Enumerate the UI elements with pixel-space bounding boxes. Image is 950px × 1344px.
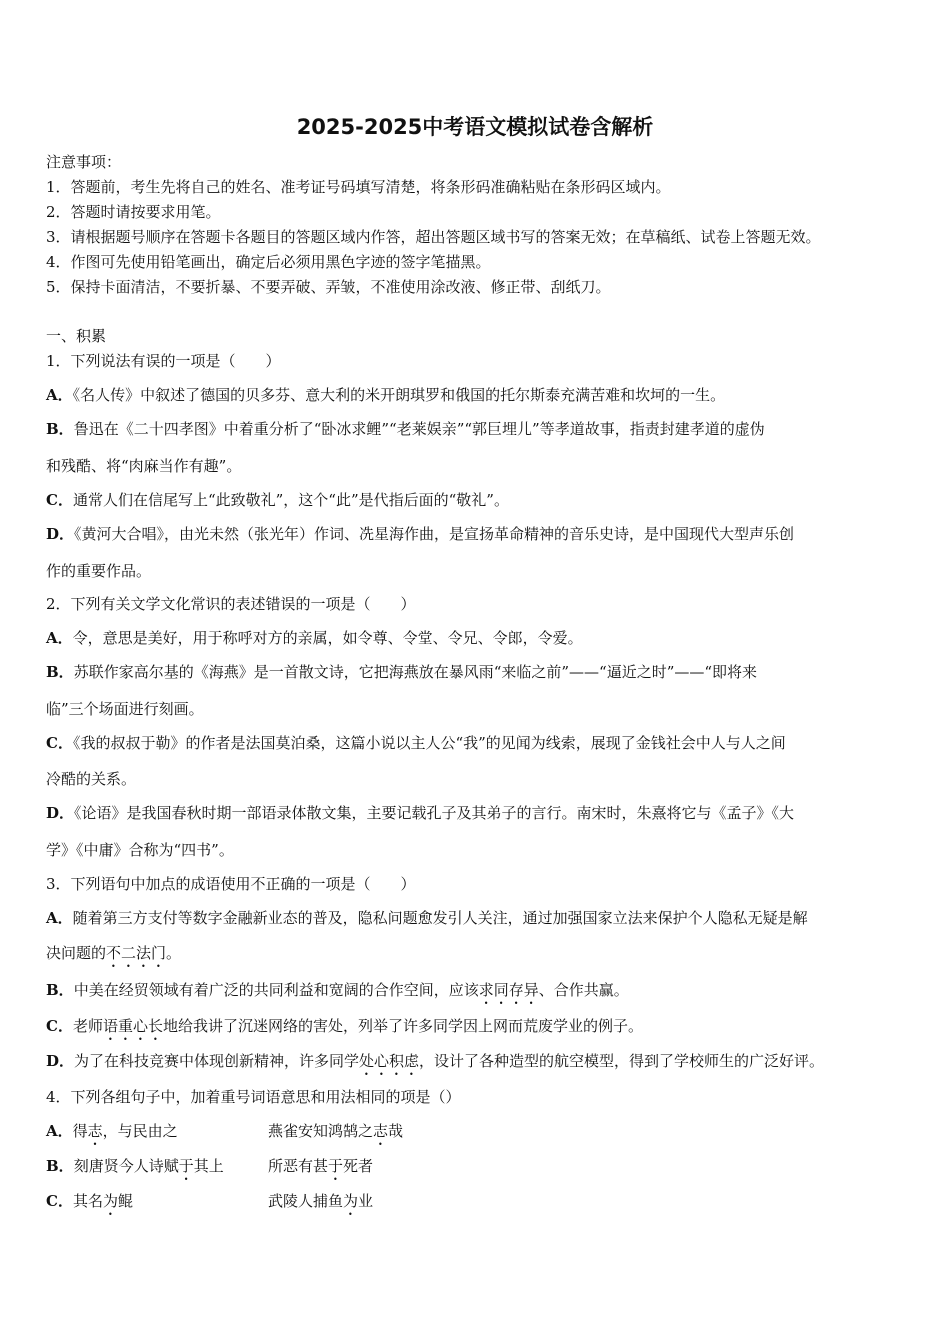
q1-option-a[interactable] bbox=[46, 385, 725, 405]
emphasized-word: 为 bbox=[343, 1192, 359, 1210]
emphasized-word: 于 bbox=[328, 1157, 344, 1175]
emphasized-idiom: 求同存异 bbox=[478, 981, 539, 999]
option-label: B． bbox=[46, 1157, 74, 1175]
emphasized-word: 志 bbox=[87, 1122, 103, 1140]
q1-option-b[interactable] bbox=[46, 419, 765, 439]
option-text: 业 bbox=[358, 1192, 374, 1210]
option-right-sentence bbox=[268, 1191, 373, 1219]
q3-option-b[interactable] bbox=[46, 980, 629, 1008]
option-text: 其上 bbox=[193, 1157, 224, 1175]
option-text: 其名 bbox=[72, 1192, 103, 1210]
q2-option-b[interactable] bbox=[46, 662, 757, 682]
option-text: 哉 bbox=[388, 1122, 404, 1140]
option-text: 所恶有甚 bbox=[268, 1157, 329, 1175]
notice-item-1: 1．答题前，考生先将自己的姓名、准考证号码填写清楚，将条形码准确粘贴在条形码区域内。 bbox=[46, 178, 671, 196]
q2-stem: 2．下列有关文学文化常识的表述错误的一项是（ ） bbox=[46, 595, 416, 613]
option-text: 鲲 bbox=[117, 1192, 133, 1210]
option-text: 随着第三方支付等数字金融新业态的普及，隐私问题愈发引人关注，通过加强国家立法来保护个人隐私无疑是解 bbox=[72, 909, 808, 927]
option-right-sentence bbox=[268, 1156, 373, 1184]
option-text: 刻唐贤今人诗赋 bbox=[73, 1157, 179, 1175]
q3-option-d[interactable] bbox=[46, 1051, 824, 1079]
option-label: B． bbox=[46, 981, 74, 999]
q3-option-c[interactable] bbox=[46, 1016, 643, 1044]
emphasized-idiom: 不二法门 bbox=[106, 944, 167, 962]
option-label: C． bbox=[46, 1192, 73, 1210]
option-text: 武陵人捕鱼 bbox=[268, 1192, 344, 1210]
notice-heading: 注意事项： bbox=[46, 153, 122, 171]
q1-stem: 1．下列说法有误的一项是（ ） bbox=[46, 352, 281, 370]
emphasized-idiom: 处心积虑 bbox=[359, 1052, 420, 1070]
notice-item-4: 4．作图可先使用铅笔画出，确定后必须用黑色字迹的签字笔描黑。 bbox=[46, 253, 491, 271]
emphasized-idiom: 语重心长 bbox=[102, 1017, 163, 1035]
option-label: C． bbox=[46, 734, 73, 752]
option-text: 令，意思是美好，用于称呼对方的亲属，如令尊、令堂、令兄、令郎，令爱。 bbox=[72, 629, 583, 647]
option-text: 决问题的 bbox=[46, 944, 107, 962]
option-text: 死者 bbox=[343, 1157, 374, 1175]
option-label: C． bbox=[46, 1017, 73, 1035]
option-text: 为了在科技竞赛中体现创新精神，许多同学 bbox=[74, 1052, 360, 1070]
q3-option-a[interactable] bbox=[46, 908, 808, 928]
option-text: 、合作共赢。 bbox=[538, 981, 629, 999]
option-right-sentence bbox=[268, 1121, 403, 1149]
option-text: 《黄河大合唱》，由光未然（张光年）作词、冼星海作曲，是宣扬革命精神的音乐史诗，是中国现代大型声乐创 bbox=[74, 525, 795, 543]
option-text: ，与民由之 bbox=[102, 1122, 178, 1140]
option-label: D． bbox=[46, 804, 75, 822]
option-label: D． bbox=[46, 525, 75, 543]
option-text: 得 bbox=[72, 1122, 88, 1140]
q4-option-b[interactable] bbox=[46, 1156, 906, 1184]
option-text: 通常人们在信尾写上“此致敬礼”，这个“此”是代指后面的“敬礼”。 bbox=[72, 491, 509, 509]
option-text: ，设计了各种造型的航空模型，得到了学校师生的广泛好评。 bbox=[419, 1052, 825, 1070]
q2-option-c-cont: 冷酷的关系。 bbox=[46, 770, 137, 788]
option-label: C． bbox=[46, 491, 73, 509]
q1-option-d-cont: 作的重要作品。 bbox=[46, 562, 152, 580]
option-text: 燕雀安知鸿鹄之 bbox=[268, 1122, 374, 1140]
option-text: 《名人传》中叙述了德国的贝多芬、意大利的米开朗琪罗和俄国的托尔斯泰充满苦难和坎坷的一生。 bbox=[72, 386, 726, 404]
q1-option-b-cont: 和残酷、将“肉麻当作有趣”。 bbox=[46, 457, 242, 475]
q2-option-a[interactable] bbox=[46, 628, 583, 648]
option-text: 中美在经贸领域有着广泛的共同利益和宽阔的合作空间，应该 bbox=[73, 981, 479, 999]
q4-option-c[interactable] bbox=[46, 1191, 906, 1219]
notice-item-2: 2．答题时请按要求用笔。 bbox=[46, 203, 221, 221]
q4-option-a[interactable] bbox=[46, 1121, 906, 1149]
option-label: D． bbox=[46, 1052, 75, 1070]
q2-option-d[interactable] bbox=[46, 803, 794, 823]
notice-item-3: 3．请根据题号顺序在答题卡各题目的答题区域内作答，超出答题区域书写的答案无效；在草稿纸、试卷上答题无效。 bbox=[46, 228, 821, 246]
option-text: 地给我讲了沉迷网络的害处，列举了许多同学因上网而荒废学业的例子。 bbox=[162, 1017, 643, 1035]
emphasized-word: 为 bbox=[102, 1192, 118, 1210]
option-text: 苏联作家高尔基的《海燕》是一首散文诗，它把海燕放在暴风雨“来临之前”——“逼近之时”——“即将来 bbox=[73, 663, 758, 681]
option-text: 鲁迅在《二十四孝图》中着重分析了“卧冰求鲤”“老莱娱亲”“郭巨埋儿”等孝道故事，指责封建孝道的虚伪 bbox=[73, 420, 765, 438]
option-text: 《我的叔叔于勒》的作者是法国莫泊桑，这篇小说以主人公“我”的见闻为线索，展现了金钱社会中人与人之间 bbox=[72, 734, 786, 752]
option-label: A． bbox=[46, 909, 73, 927]
emphasized-word: 志 bbox=[373, 1122, 389, 1140]
option-text: 老师 bbox=[72, 1017, 103, 1035]
option-text: 《论语》是我国春秋时期一部语录体散文集，主要记载孔子及其弟子的言行。南宋时，朱熹将它与《孟子》《大 bbox=[74, 804, 795, 822]
notice-item-5: 5．保持卡面清洁，不要折暴、不要弄破、弄皱，不准使用涂改液、修正带、刮纸刀。 bbox=[46, 278, 611, 296]
option-label: B． bbox=[46, 663, 74, 681]
option-label: A． bbox=[46, 1122, 73, 1140]
q1-option-c[interactable] bbox=[46, 490, 509, 510]
q2-option-c[interactable] bbox=[46, 733, 786, 753]
q4-stem: 4．下列各组句子中，加着重号词语意思和用法相同的项是（） bbox=[46, 1088, 461, 1106]
option-label: A． bbox=[46, 386, 73, 404]
q3-option-a-cont bbox=[46, 943, 181, 971]
q3-stem: 3．下列语句中加点的成语使用不正确的一项是（ ） bbox=[46, 875, 416, 893]
option-label: A． bbox=[46, 629, 73, 647]
emphasized-word: 于 bbox=[178, 1157, 194, 1175]
q1-option-d[interactable] bbox=[46, 524, 794, 544]
page-title: 2025-2025中考语文模拟试卷含解析 bbox=[296, 115, 654, 139]
section-heading: 一、积累 bbox=[46, 327, 107, 345]
option-text: 。 bbox=[166, 944, 182, 962]
q2-option-b-cont: 临”三个场面进行刻画。 bbox=[46, 700, 204, 718]
option-label: B． bbox=[46, 420, 74, 438]
q2-option-d-cont: 学》《中庸》合称为“四书”。 bbox=[46, 841, 234, 859]
